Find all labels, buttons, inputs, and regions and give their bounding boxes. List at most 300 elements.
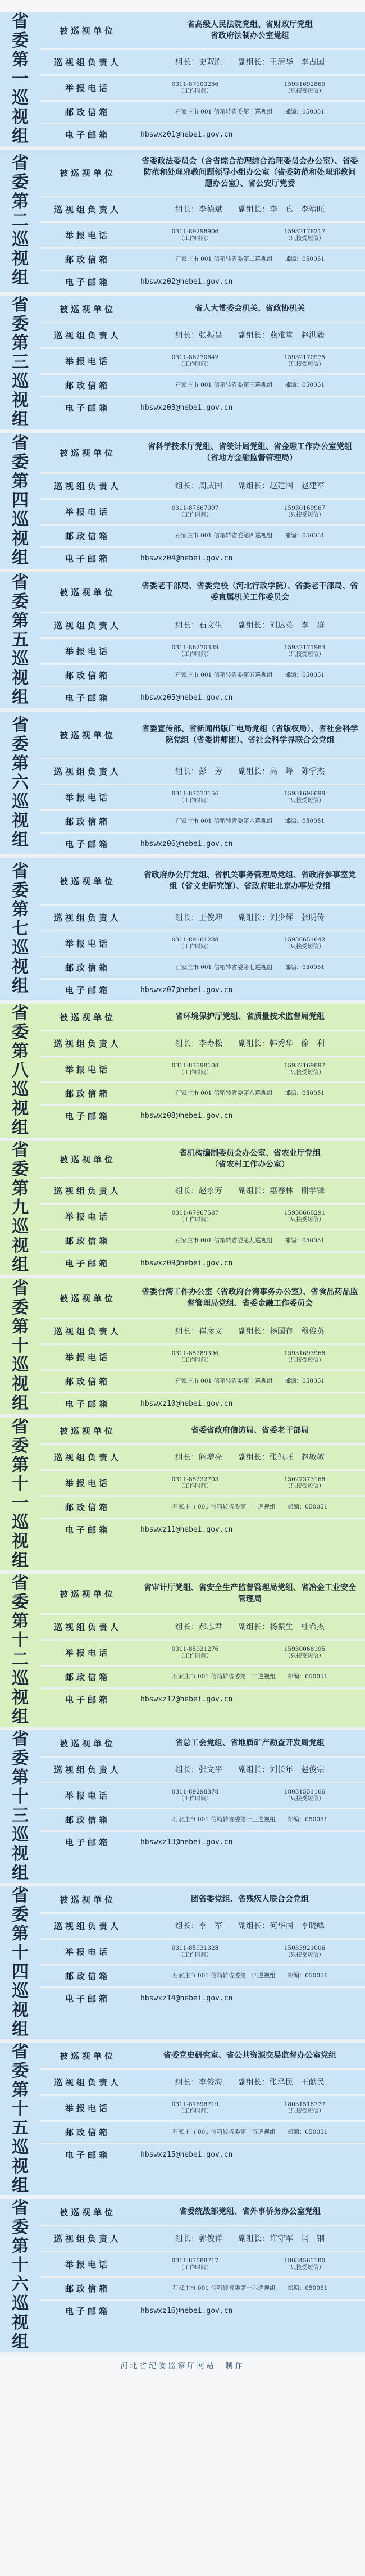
phone-sms-number[interactable]: 15931696099 bbox=[284, 790, 326, 797]
unit-line: 省委省政府信访局、省委老干部局 bbox=[191, 1426, 309, 1435]
phone-work-note: （工作时间） bbox=[178, 944, 212, 950]
phone-work-number[interactable]: 0311-67967587 bbox=[171, 1210, 219, 1216]
row-phone bbox=[40, 1343, 365, 1369]
phone-sms bbox=[250, 228, 359, 242]
row-phone bbox=[40, 784, 365, 809]
email-value bbox=[135, 1253, 365, 1274]
phone-sms-number[interactable]: 15932170975 bbox=[284, 354, 326, 361]
row-unit bbox=[40, 150, 365, 196]
email-link[interactable]: hbswxz11@hebei.gov.cn bbox=[140, 1525, 233, 1534]
mailbox-text: 石家庄市 001 信箱转省委第七巡视组 邮编：050051 bbox=[175, 964, 325, 971]
phone-value bbox=[135, 1940, 365, 1964]
leader-value bbox=[135, 1179, 365, 1203]
row-unit bbox=[40, 296, 365, 322]
unit-line: 省总工会党组、省地质矿产勘查开发局党组 bbox=[175, 1739, 325, 1747]
phone-sms bbox=[250, 1476, 359, 1490]
unit-line: （省农村工作办公室） bbox=[211, 1160, 289, 1169]
mailbox-text: 石家庄市 001 信箱转省委第五巡视组 邮编：050051 bbox=[175, 672, 325, 678]
phone-work-number[interactable]: 0311-89298378 bbox=[171, 1789, 219, 1795]
label-unit: 被巡视单位 bbox=[59, 167, 116, 178]
row-mailbox bbox=[40, 1495, 365, 1518]
unit-line: 省委老干部局、省委党校（河北行政学院）、省委老干部局、省委直属机关工作委员会 bbox=[142, 582, 358, 602]
label-phone: 举报电话 bbox=[65, 1212, 110, 1222]
unit-value bbox=[135, 1278, 365, 1318]
label-leader: 巡视组负责人 bbox=[53, 1765, 121, 1775]
label-mailbox: 邮政信箱 bbox=[65, 531, 110, 541]
phone-sms-number[interactable]: 15027373168 bbox=[284, 1476, 326, 1483]
unit-value bbox=[135, 12, 365, 48]
unit-value bbox=[135, 1004, 365, 1030]
label-email: 电子邮箱 bbox=[65, 1837, 110, 1848]
row-email bbox=[40, 1251, 365, 1274]
row-email bbox=[40, 1687, 365, 1710]
group-rows bbox=[40, 1886, 365, 2039]
phone-work-note: （工作时间） bbox=[178, 1357, 212, 1364]
inspection-group bbox=[0, 150, 365, 296]
group-name: 省委第一巡视组 bbox=[12, 12, 29, 146]
email-value bbox=[135, 1106, 365, 1126]
label-email: 电子邮箱 bbox=[65, 1399, 110, 1409]
group-name: 省委第十三巡视组 bbox=[12, 1730, 29, 1883]
group-name: 省委第七巡视组 bbox=[12, 862, 29, 996]
inspection-group bbox=[0, 1141, 365, 1278]
label-mailbox: 邮政信箱 bbox=[65, 1236, 110, 1246]
group-name: 省委第十一巡视组 bbox=[12, 1417, 29, 1570]
label-email: 电子邮箱 bbox=[65, 2306, 110, 2316]
row-phone bbox=[40, 74, 365, 100]
group-name-cell bbox=[0, 1278, 40, 1414]
label-phone: 举报电话 bbox=[65, 1478, 110, 1488]
phone-sms-note: （只接受短信） bbox=[285, 944, 325, 950]
leader-value bbox=[135, 2226, 365, 2251]
mailbox-text: 石家庄市 001 信箱转省委第十四巡视组 邮编：050051 bbox=[172, 1972, 328, 1979]
phone-sms-number[interactable]: 15936651642 bbox=[284, 936, 326, 943]
phone-value bbox=[135, 2096, 365, 2120]
phone-work-number[interactable]: 0311-86270642 bbox=[171, 354, 219, 361]
phone-sms-number[interactable]: 15932169897 bbox=[284, 1062, 326, 1069]
group-rows bbox=[40, 858, 365, 1000]
label-email: 电子邮箱 bbox=[65, 1111, 110, 1121]
label-unit: 被巡视单位 bbox=[59, 1012, 116, 1022]
email-link[interactable]: hbswxz07@hebei.gov.cn bbox=[140, 985, 233, 994]
email-value bbox=[135, 1832, 365, 1853]
unit-line: 省人大常委会机关、省政协机关 bbox=[195, 304, 305, 313]
email-value bbox=[135, 397, 365, 418]
label-unit: 被巡视单位 bbox=[59, 1425, 116, 1436]
row-mailbox bbox=[40, 1229, 365, 1251]
row-unit bbox=[40, 858, 365, 904]
leader-text: 组长：李俊海 副组长：张泽民 王献民 bbox=[175, 2077, 325, 2087]
group-name: 省委第四巡视组 bbox=[12, 433, 29, 568]
leader-value bbox=[135, 50, 365, 74]
group-rows bbox=[40, 1730, 365, 1883]
email-link[interactable]: hbswxz15@hebei.gov.cn bbox=[140, 2150, 233, 2159]
label-mailbox: 邮政信箱 bbox=[65, 107, 110, 117]
group-name-cell bbox=[0, 1004, 40, 1138]
phone-sms-number[interactable]: 15932171963 bbox=[284, 644, 326, 651]
phone-sms-number[interactable]: 15033921006 bbox=[284, 1945, 326, 1952]
email-value bbox=[135, 1988, 365, 2009]
phone-work-number[interactable]: 0311-87088717 bbox=[171, 2257, 219, 2264]
phone-work-number[interactable]: 0311-85289396 bbox=[171, 1350, 219, 1357]
row-unit bbox=[40, 712, 365, 758]
phone-work bbox=[140, 1210, 250, 1224]
inspection-group bbox=[0, 572, 365, 712]
unit-value bbox=[135, 858, 365, 904]
phone-value bbox=[135, 785, 365, 809]
label-phone: 举报电话 bbox=[65, 1065, 110, 1075]
phone-sms-number[interactable]: 15931692860 bbox=[284, 81, 326, 88]
unit-value bbox=[135, 2043, 365, 2068]
group-name-cell bbox=[0, 1886, 40, 2039]
label-unit: 被巡视单位 bbox=[59, 1154, 116, 1165]
mailbox-value bbox=[135, 665, 365, 686]
row-email bbox=[40, 123, 365, 145]
group-rows bbox=[40, 572, 365, 708]
leader-text: 组长：阎增亮 副组长：张佩旺 赵敏敏 bbox=[175, 1452, 325, 1462]
phone-work bbox=[140, 1646, 250, 1660]
row-phone bbox=[40, 1056, 365, 1081]
phone-work-number[interactable]: 0311-87598108 bbox=[171, 1062, 219, 1069]
group-name-cell bbox=[0, 572, 40, 708]
unit-line: 省委党史研究室、省公共资源交易监督办公室党组 bbox=[163, 2051, 336, 2060]
email-value bbox=[135, 834, 365, 854]
mailbox-text: 石家庄市 001 信箱转省委第十巡视组 邮编：050051 bbox=[175, 1378, 325, 1384]
row-leader bbox=[40, 472, 365, 498]
label-phone: 举报电话 bbox=[65, 2260, 110, 2270]
label-phone: 举报电话 bbox=[65, 1352, 110, 1362]
mailbox-value bbox=[135, 102, 365, 123]
phone-work-number[interactable]: 0311-85232703 bbox=[171, 1476, 219, 1483]
row-mailbox bbox=[40, 373, 365, 396]
phone-work bbox=[140, 644, 250, 658]
unit-value bbox=[135, 1418, 365, 1443]
row-unit bbox=[40, 2043, 365, 2068]
row-leader bbox=[40, 1030, 365, 1056]
email-link[interactable]: hbswxz16@hebei.gov.cn bbox=[140, 2306, 233, 2315]
group-rows bbox=[40, 150, 365, 292]
unit-value bbox=[135, 572, 365, 612]
label-email: 电子邮箱 bbox=[65, 1994, 110, 2004]
phone-sms-number[interactable]: 18031518777 bbox=[284, 2101, 326, 2108]
mailbox-value bbox=[135, 249, 365, 270]
phone-sms-number[interactable]: 15936660291 bbox=[284, 1210, 326, 1216]
row-leader bbox=[40, 196, 365, 221]
phone-sms bbox=[250, 81, 359, 95]
mailbox-text: 石家庄市 001 信箱转省委第四巡视组 邮编：050051 bbox=[175, 532, 325, 539]
email-value bbox=[135, 548, 365, 569]
label-unit: 被巡视单位 bbox=[59, 304, 116, 314]
label-unit: 被巡视单位 bbox=[59, 730, 116, 740]
email-link[interactable]: hbswxz03@hebei.gov.cn bbox=[140, 403, 233, 412]
mailbox-value bbox=[135, 1667, 365, 1687]
phone-value bbox=[135, 1057, 365, 1081]
label-unit: 被巡视单位 bbox=[59, 2207, 116, 2217]
inspection-group bbox=[0, 1574, 365, 1730]
phone-work-note: （工作时间） bbox=[178, 1952, 212, 1958]
email-link[interactable]: hbswxz14@hebei.gov.cn bbox=[140, 1994, 233, 2003]
label-leader: 巡视组负责人 bbox=[53, 481, 121, 491]
label-leader: 巡视组负责人 bbox=[53, 1186, 121, 1196]
phone-work-number[interactable]: 0311-87073156 bbox=[171, 790, 219, 797]
label-mailbox: 邮政信箱 bbox=[65, 671, 110, 681]
phone-sms bbox=[250, 936, 359, 950]
row-email bbox=[40, 396, 365, 418]
email-link[interactable]: hbswxz02@hebei.gov.cn bbox=[140, 277, 233, 286]
label-mailbox: 邮政信箱 bbox=[65, 2127, 110, 2138]
row-unit bbox=[40, 1418, 365, 1443]
row-leader bbox=[40, 904, 365, 930]
row-email bbox=[40, 1104, 365, 1126]
leader-text: 组长：郭俊祥 副组长：许守军 闫 钢 bbox=[175, 2234, 325, 2243]
label-phone: 举报电话 bbox=[65, 230, 110, 241]
phone-sms-note: （只接受短信） bbox=[285, 1952, 325, 1958]
mailbox-text: 石家庄市 001 信箱转省委第九巡视组 邮编：050051 bbox=[175, 1237, 325, 1244]
label-email: 电子邮箱 bbox=[65, 839, 110, 849]
mailbox-text: 石家庄市 001 信箱转省委第六巡视组 邮编：050051 bbox=[175, 818, 325, 825]
phone-sms-note: （只接受短信） bbox=[285, 651, 325, 658]
row-leader bbox=[40, 2225, 365, 2251]
mailbox-text: 石家庄市 001 信箱转省委第一巡视组 邮编：050051 bbox=[175, 108, 325, 115]
phone-work-number[interactable]: 0311-87667097 bbox=[171, 505, 219, 511]
group-rows bbox=[40, 433, 365, 569]
phone-work-note: （工作时间） bbox=[178, 1653, 212, 1659]
row-unit bbox=[40, 1886, 365, 1912]
mailbox-value bbox=[135, 811, 365, 832]
label-leader: 巡视组负责人 bbox=[53, 205, 121, 215]
phone-sms bbox=[250, 644, 359, 658]
phone-sms-note: （只接受短信） bbox=[285, 1483, 325, 1490]
phone-sms bbox=[250, 1646, 359, 1660]
mailbox-text: 石家庄市 001 信箱转省委第十五巡视组 邮编：050051 bbox=[172, 2129, 328, 2135]
phone-work-number[interactable]: 0311-85931276 bbox=[171, 1646, 219, 1653]
phone-sms-number[interactable]: 15930068195 bbox=[284, 1646, 326, 1653]
group-name: 省委第八巡视组 bbox=[12, 1003, 29, 1138]
email-link[interactable]: hbswxz01@hebei.gov.cn bbox=[140, 130, 233, 139]
row-email bbox=[40, 832, 365, 854]
phone-sms-number[interactable]: 15931693968 bbox=[284, 1350, 326, 1357]
label-phone: 举报电话 bbox=[65, 1648, 110, 1658]
group-name-cell bbox=[0, 1730, 40, 1883]
unit-value bbox=[135, 1730, 365, 1756]
group-rows bbox=[40, 1141, 365, 1275]
group-name: 省委第六巡视组 bbox=[12, 716, 29, 850]
leader-text: 组长：郝志君 副组长：杨振生 杜希杰 bbox=[175, 1622, 325, 1632]
phone-work-note: （工作时间） bbox=[178, 1070, 212, 1076]
phone-sms-number[interactable]: 18031551166 bbox=[284, 1789, 326, 1795]
email-link[interactable]: hbswxz12@hebei.gov.cn bbox=[140, 1695, 233, 1704]
group-name-cell bbox=[0, 1141, 40, 1275]
group-rows bbox=[40, 12, 365, 146]
phone-sms bbox=[250, 354, 359, 368]
row-leader bbox=[40, 1177, 365, 1203]
phone-sms bbox=[250, 790, 359, 804]
email-value bbox=[135, 2144, 365, 2165]
phone-work bbox=[140, 1476, 250, 1490]
leader-value bbox=[135, 1445, 365, 1469]
row-mailbox bbox=[40, 663, 365, 686]
mailbox-text: 石家庄市 001 信箱转省委第二巡视组 邮编：050051 bbox=[175, 256, 325, 262]
group-name: 省委第十二巡视组 bbox=[12, 1573, 29, 1727]
phone-sms-note: （只接受短信） bbox=[285, 361, 325, 368]
phone-sms bbox=[250, 1350, 359, 1364]
row-mailbox bbox=[40, 524, 365, 546]
label-unit: 被巡视单位 bbox=[59, 447, 116, 458]
phone-work bbox=[140, 2101, 250, 2115]
inspection-group bbox=[0, 2043, 365, 2199]
phone-sms bbox=[250, 1945, 359, 1959]
inspection-group bbox=[0, 712, 365, 858]
leader-text: 组长：周庆国 副组长：赵建国 赵建军 bbox=[175, 481, 325, 491]
phone-value bbox=[135, 2252, 365, 2276]
label-mailbox: 邮政信箱 bbox=[65, 255, 110, 265]
label-phone: 举报电话 bbox=[65, 83, 110, 93]
phone-work-note: （工作时间） bbox=[178, 651, 212, 658]
leader-value bbox=[135, 1031, 365, 1056]
label-mailbox: 邮政信箱 bbox=[65, 1089, 110, 1099]
phone-work-note: （工作时间） bbox=[178, 88, 212, 94]
phone-sms-number[interactable]: 15932176217 bbox=[284, 228, 326, 235]
label-email: 电子邮箱 bbox=[65, 1695, 110, 1705]
phone-value bbox=[135, 76, 365, 100]
label-phone: 举报电话 bbox=[65, 2103, 110, 2113]
group-rows bbox=[40, 2043, 365, 2195]
leader-value bbox=[135, 197, 365, 221]
email-link[interactable]: hbswxz04@hebei.gov.cn bbox=[140, 554, 233, 563]
mailbox-text: 石家庄市 001 信箱转省委第三巡视组 邮编：050051 bbox=[175, 382, 325, 388]
group-rows bbox=[40, 296, 365, 429]
label-unit: 被巡视单位 bbox=[59, 25, 116, 36]
label-mailbox: 邮政信箱 bbox=[65, 2284, 110, 2294]
phone-sms bbox=[250, 2101, 359, 2115]
phone-sms-note: （只接受短信） bbox=[285, 236, 325, 242]
email-link[interactable]: hbswxz10@hebei.gov.cn bbox=[140, 1399, 233, 1408]
unit-value bbox=[135, 150, 365, 196]
label-leader: 巡视组负责人 bbox=[53, 913, 121, 923]
unit-line: 省委台湾工作办公室（省政府台湾事务办公室）、省食品药品监督管理局党组、省委金融工作委员会 bbox=[142, 1288, 358, 1308]
email-link[interactable]: hbswxz05@hebei.gov.cn bbox=[140, 693, 233, 702]
phone-sms-note: （只接受短信） bbox=[285, 1357, 325, 1364]
row-email bbox=[40, 1986, 365, 2009]
phone-work-number[interactable]: 0311-87103256 bbox=[171, 81, 219, 88]
phone-sms-note: （只接受短信） bbox=[285, 1217, 325, 1223]
footer-credit: 河北省纪委监察厅网站 制作 bbox=[0, 2355, 365, 2374]
phone-work-note: （工作时间） bbox=[178, 2265, 212, 2271]
phone-work bbox=[140, 936, 250, 950]
group-name-cell bbox=[0, 712, 40, 854]
unit-line: 团省委党组、省残疾人联合会党组 bbox=[191, 1895, 309, 1904]
phone-value bbox=[135, 1471, 365, 1495]
row-phone bbox=[40, 1639, 365, 1665]
row-email bbox=[40, 546, 365, 569]
inspection-group bbox=[0, 1730, 365, 1886]
label-leader: 巡视组负责人 bbox=[53, 1622, 121, 1632]
phone-value bbox=[135, 1205, 365, 1229]
row-phone bbox=[40, 2094, 365, 2120]
phone-value bbox=[135, 1783, 365, 1808]
row-phone bbox=[40, 637, 365, 663]
row-email bbox=[40, 270, 365, 292]
label-unit: 被巡视单位 bbox=[59, 1894, 116, 1905]
row-unit bbox=[40, 1004, 365, 1030]
email-link[interactable]: hbswxz06@hebei.gov.cn bbox=[140, 839, 233, 848]
group-name: 省委第十四巡视组 bbox=[12, 1886, 29, 2039]
phone-sms-number[interactable]: 18034565180 bbox=[284, 2257, 326, 2264]
group-name: 省委第二巡视组 bbox=[12, 153, 29, 288]
email-value bbox=[135, 687, 365, 708]
phone-sms bbox=[250, 505, 359, 519]
row-mailbox bbox=[40, 247, 365, 270]
label-leader: 巡视组负责人 bbox=[53, 2077, 121, 2088]
group-name: 省委第十巡视组 bbox=[12, 1279, 29, 1413]
row-mailbox bbox=[40, 1369, 365, 1392]
row-phone bbox=[40, 1203, 365, 1229]
row-leader bbox=[40, 2068, 365, 2094]
phone-work bbox=[140, 228, 250, 242]
phone-sms-number[interactable]: 15930169967 bbox=[284, 505, 326, 511]
label-email: 电子邮箱 bbox=[65, 277, 110, 287]
group-name-cell bbox=[0, 2199, 40, 2352]
phone-work bbox=[140, 2257, 250, 2271]
label-leader: 巡视组负责人 bbox=[53, 767, 121, 777]
label-mailbox: 邮政信箱 bbox=[65, 1502, 110, 1513]
row-unit bbox=[40, 433, 365, 472]
label-email: 电子邮箱 bbox=[65, 403, 110, 413]
row-leader bbox=[40, 758, 365, 784]
group-name: 省委第五巡视组 bbox=[12, 573, 29, 707]
group-name-cell bbox=[0, 12, 40, 146]
label-phone: 举报电话 bbox=[65, 939, 110, 949]
phone-work-number[interactable]: 0311-85931328 bbox=[171, 1945, 219, 1952]
inspection-group bbox=[0, 1278, 365, 1418]
row-mailbox bbox=[40, 100, 365, 123]
inspection-group bbox=[0, 433, 365, 572]
phone-work-number[interactable]: 0311-86270339 bbox=[171, 644, 219, 651]
group-name-cell bbox=[0, 1418, 40, 1570]
phone-work-note: （工作时间） bbox=[178, 798, 212, 804]
phone-value bbox=[135, 349, 365, 373]
leader-value bbox=[135, 1319, 365, 1343]
phone-work-number[interactable]: 0311-89298906 bbox=[171, 228, 219, 235]
leader-value bbox=[135, 1615, 365, 1639]
phone-work-number[interactable]: 0311-89161288 bbox=[171, 936, 219, 943]
row-leader bbox=[40, 1912, 365, 1938]
row-phone bbox=[40, 221, 365, 247]
group-name-cell bbox=[0, 296, 40, 429]
phone-sms-note: （只接受短信） bbox=[285, 2265, 325, 2271]
row-email bbox=[40, 2143, 365, 2165]
phone-sms bbox=[250, 1210, 359, 1224]
email-link[interactable]: hbswxz09@hebei.gov.cn bbox=[140, 1258, 233, 1267]
phone-sms-note: （只接受短信） bbox=[285, 798, 325, 804]
group-rows bbox=[40, 1278, 365, 1414]
label-mailbox: 邮政信箱 bbox=[65, 381, 110, 391]
label-unit: 被巡视单位 bbox=[59, 1293, 116, 1303]
row-unit bbox=[40, 1278, 365, 1318]
inspection-group bbox=[0, 858, 365, 1004]
label-mailbox: 邮政信箱 bbox=[65, 1971, 110, 1981]
email-link[interactable]: hbswxz13@hebei.gov.cn bbox=[140, 1837, 233, 1846]
mailbox-value bbox=[135, 1966, 365, 1986]
unit-line: 省委宣传部、省新闻出版广电局党组（省版权局）、省社会科学院党组（省委讲师团）、省社会科学界联合会党组 bbox=[142, 725, 358, 745]
phone-sms-note: （只接受短信） bbox=[285, 88, 325, 94]
email-link[interactable]: hbswxz08@hebei.gov.cn bbox=[140, 1111, 233, 1120]
phone-sms-note: （只接受短信） bbox=[285, 1653, 325, 1659]
leader-value bbox=[135, 906, 365, 930]
phone-work-number[interactable]: 0311-87698719 bbox=[171, 2101, 219, 2108]
phone-work bbox=[140, 505, 250, 519]
mailbox-text: 石家庄市 001 信箱转省委第十六巡视组 邮编：050051 bbox=[172, 2285, 328, 2292]
